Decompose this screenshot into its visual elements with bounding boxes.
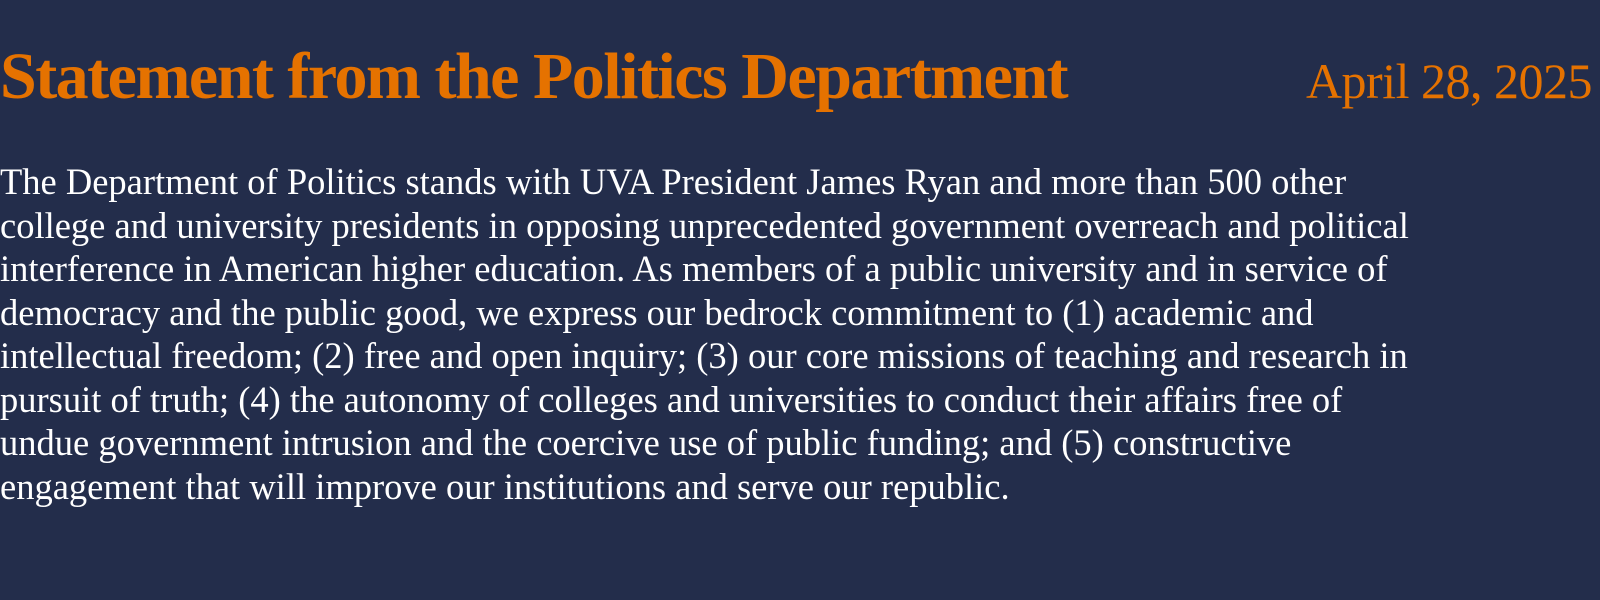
- header: [0, 40, 1592, 113]
- statement-line: pursuit of truth; (4) the autonomy of colleges and universities to conduct their affairs free of: [0, 378, 1343, 420]
- statement-line: college and university presidents in opposing unprecedented government overreach and political: [0, 204, 1409, 246]
- statement-line: interference in American higher education. As members of a public university and in service of: [0, 248, 1388, 289]
- statement-line: The Department of Politics stands with UVA President James Ryan and more than 500 other: [0, 161, 1347, 202]
- statement-line: democracy and the public good, we express our bedrock commitment to (1) academic and: [0, 291, 1314, 333]
- statement-date: April 28, 2025: [1305, 53, 1592, 109]
- page-title: Statement from the Politics Department: [0, 40, 1068, 113]
- statement-line: engagement that will improve our institutions and serve our republic.: [0, 465, 1010, 507]
- statement-body: [0, 160, 1590, 508]
- statement-line: intellectual freedom; (2) free and open inquiry; (3) our core missions of teaching and research in: [0, 335, 1408, 376]
- statement-line: undue government intrusion and the coercive use of public funding; and (5) constructive: [0, 422, 1292, 463]
